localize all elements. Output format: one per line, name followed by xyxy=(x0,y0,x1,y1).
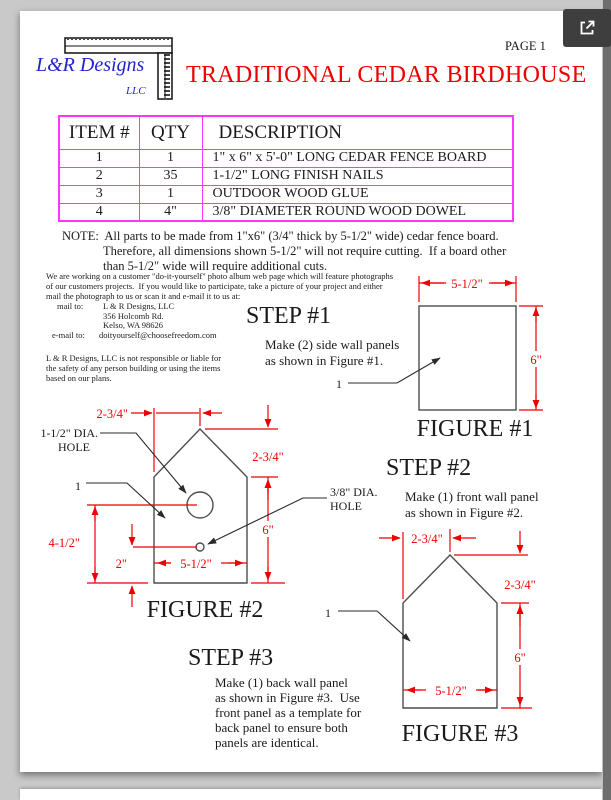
mail-to-name: L & R Designs, LLC xyxy=(103,301,175,311)
step3-text: back panel to ensure both xyxy=(215,720,348,735)
cell-item: 3 xyxy=(59,185,139,203)
note-line: NOTE: All parts to be made from 1"x6" (3/4" thick by 5-1/2" wide) cedar fence board. xyxy=(62,229,499,243)
cell-item: 1 xyxy=(59,149,139,167)
table-row xyxy=(59,167,513,185)
disclaimer-line: based on our plans. xyxy=(46,373,112,383)
fig2-big-hole-label: HOLE xyxy=(58,440,90,454)
fig2-small-hole-label: HOLE xyxy=(330,499,362,513)
fig2-part-label: 1 xyxy=(75,479,81,493)
fig2-small-hole-label: 3/8" DIA. xyxy=(330,485,378,499)
open-external-icon xyxy=(577,18,597,38)
step3-text: front panel as a template for xyxy=(215,705,362,720)
fig2-left-dim: 4-1/2" xyxy=(48,536,80,550)
col-header-description: DESCRIPTION xyxy=(202,116,513,149)
fig3-bottom-dim: 5-1/2" xyxy=(435,684,467,698)
mail-to-label: mail to: xyxy=(57,301,84,311)
cell-description: 1" x 6" x 5'-0" LONG CEDAR FENCE BOARD xyxy=(202,149,513,167)
document-page-2-edge xyxy=(20,789,602,800)
step3-text: panels are identical. xyxy=(215,735,319,750)
cell-item: 2 xyxy=(59,167,139,185)
note-line: Therefore, all dimensions shown 5-1/2" will not require cutting. If a board other xyxy=(103,244,507,258)
col-header-qty: QTY xyxy=(139,116,202,149)
step2-text: as shown in Figure #2. xyxy=(405,505,524,520)
step3-title: STEP #3 xyxy=(188,645,274,671)
cell-qty: 1 xyxy=(139,149,202,167)
email-address: doityourself@choosefreedom.com xyxy=(99,330,217,340)
fig1-width-dim: 5-1/2" xyxy=(451,277,483,291)
mail-to-city: Kelso, WA 98626 xyxy=(103,320,164,330)
step1-text: Make (2) side wall panels xyxy=(265,337,400,352)
cell-qty: 4" xyxy=(139,203,202,221)
step3-text: as shown in Figure #3. Use xyxy=(215,690,360,705)
side-panel-outline xyxy=(419,306,516,410)
disclaimer-line: the safety of any person building or using the items xyxy=(46,363,221,373)
invite-line: of our customers projects. If you would like to participate, take a picture of your project and either xyxy=(46,281,383,291)
fig1-part-label: 1 xyxy=(336,377,342,391)
table-row xyxy=(59,203,513,221)
step3-text: Make (1) back wall panel xyxy=(215,675,348,690)
invite-line: We are working on a customer "do-it-yourself" photo album web page which will feature photographs xyxy=(46,271,394,281)
fig2-bottom-left-dim: 2" xyxy=(115,557,127,571)
fig3-right-dim: 6" xyxy=(514,651,526,665)
figure3-drawing xyxy=(315,525,550,753)
cell-qty: 35 xyxy=(139,167,202,185)
cell-item: 4 xyxy=(59,203,139,221)
table-header-row xyxy=(59,116,513,149)
fig3-part-label: 1 xyxy=(325,606,331,620)
email-label: e-mail to: xyxy=(52,330,85,340)
scrollbar[interactable] xyxy=(602,0,611,800)
fig2-right-dim: 6" xyxy=(262,523,274,537)
fig2-big-hole-label: 1-1/2" DIA. xyxy=(40,426,98,440)
disclaimer-line: L & R Designs, LLC is not responsible or liable for xyxy=(46,353,222,363)
cell-qty: 1 xyxy=(139,185,202,203)
fig3-top-dim: 2-3/4" xyxy=(411,532,443,546)
col-header-item: ITEM # xyxy=(59,116,139,149)
document-title: TRADITIONAL CEDAR BIRDHOUSE xyxy=(186,62,587,88)
step2-title: STEP #2 xyxy=(386,455,472,481)
step1-text: as shown in Figure #1. xyxy=(265,353,384,368)
figure1-caption: FIGURE #1 xyxy=(416,416,534,442)
step2-text: Make (1) front wall panel xyxy=(405,489,539,504)
fig2-top-dim: 2-3/4" xyxy=(96,407,128,421)
step1-title: STEP #1 xyxy=(246,303,332,329)
fig3-right-top-dim: 2-3/4" xyxy=(504,578,536,592)
logo-llc-suffix: LLC xyxy=(126,85,146,97)
cell-description: 3/8" DIAMETER ROUND WOOD DOWEL xyxy=(202,203,513,221)
mail-to-street: 356 Holcomb Rd. xyxy=(103,311,164,321)
page-number-label: PAGE 1 xyxy=(505,39,546,53)
cell-description: 1-1/2" LONG FINISH NAILS xyxy=(202,167,513,185)
figure3-caption: FIGURE #3 xyxy=(401,721,519,747)
invite-line: mail the photograph to us or scan it and e-mail it to us at: xyxy=(46,291,241,301)
note-line: than 5-1/2" wide will require additional cuts. xyxy=(103,259,328,273)
figure2-caption: FIGURE #2 xyxy=(146,597,264,623)
parts-table xyxy=(58,115,514,222)
table-row xyxy=(59,185,513,203)
logo-company-name: L&R Designs xyxy=(36,54,145,76)
table-row xyxy=(59,149,513,167)
open-external-button[interactable] xyxy=(563,9,611,47)
cell-description: OUTDOOR WOOD GLUE xyxy=(202,185,513,203)
fig2-right-top-dim: 2-3/4" xyxy=(252,450,284,464)
perch-hole xyxy=(196,543,204,551)
fig1-height-dim: 6" xyxy=(530,353,542,367)
fig2-bottom-dim: 5-1/2" xyxy=(180,557,212,571)
